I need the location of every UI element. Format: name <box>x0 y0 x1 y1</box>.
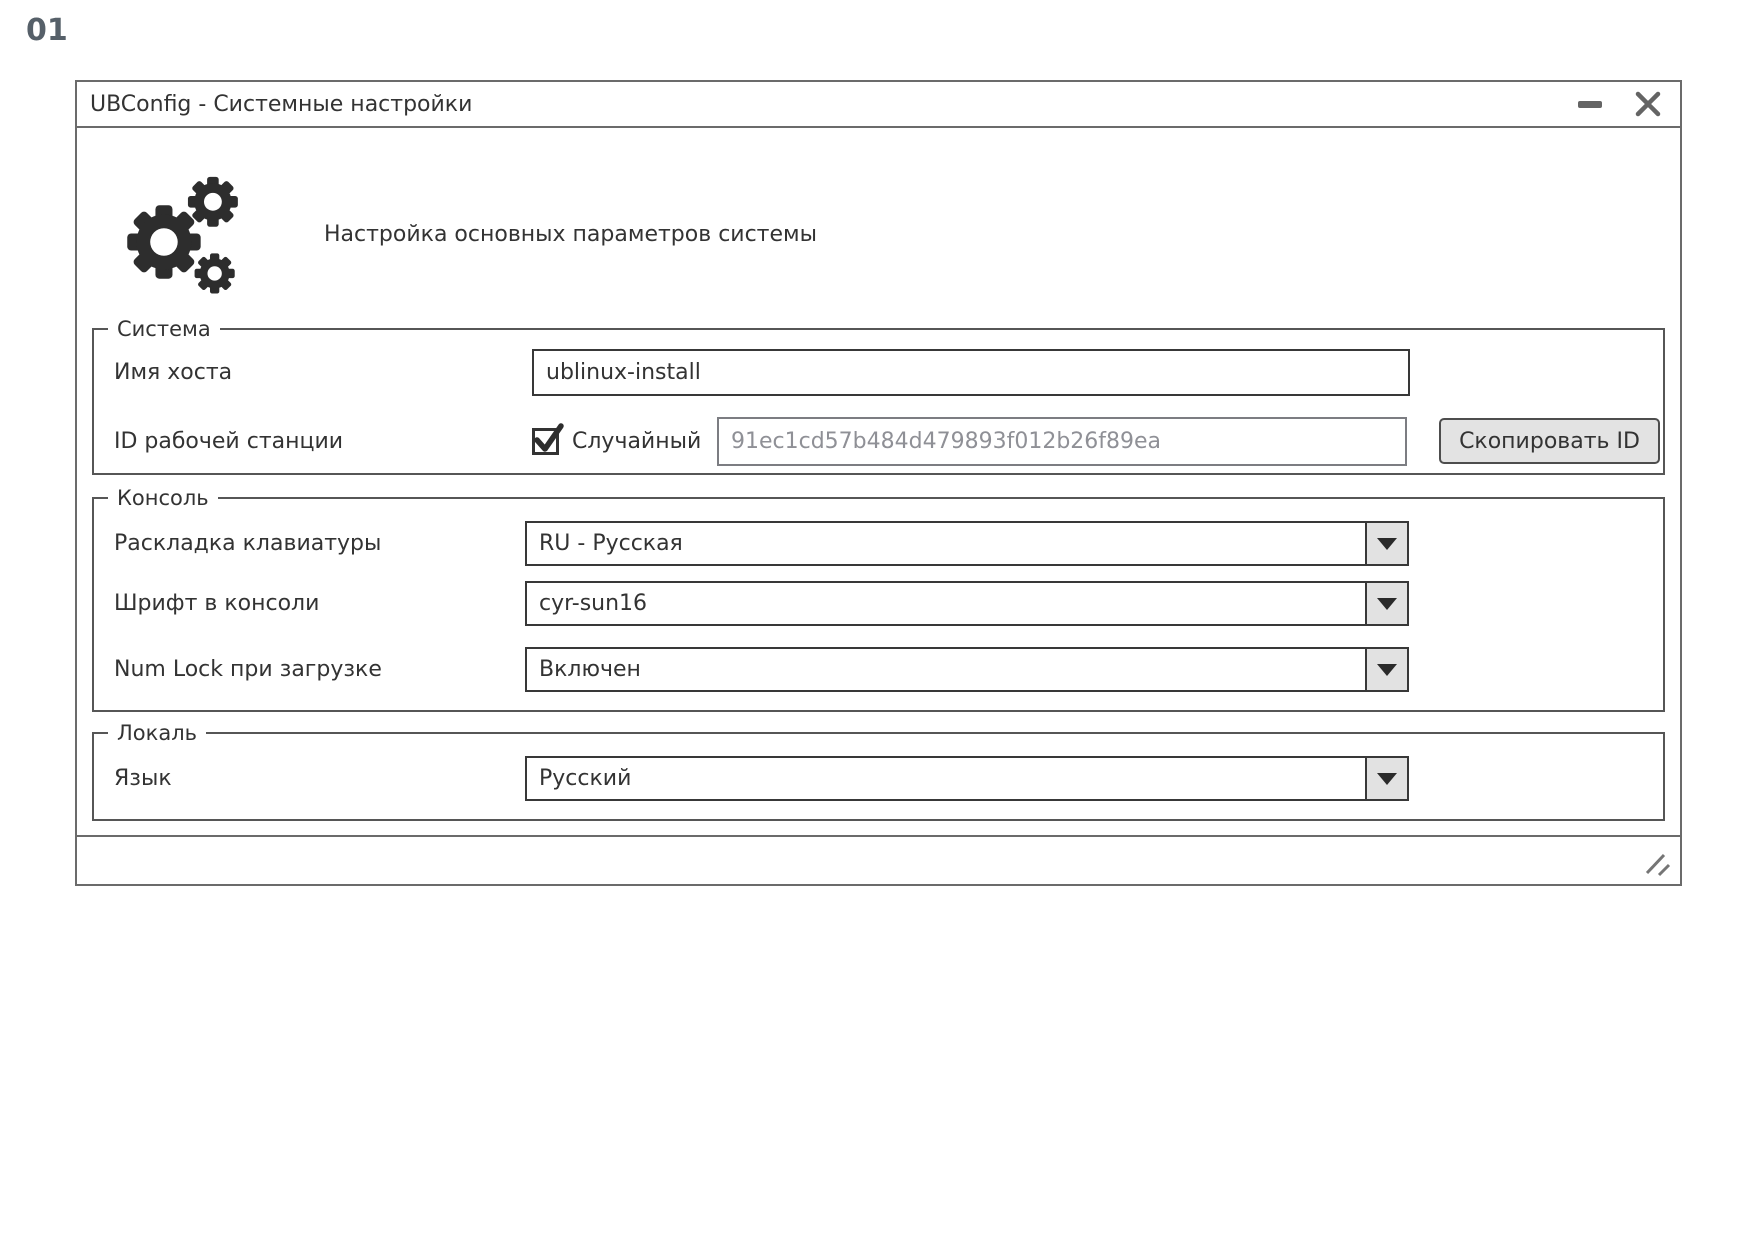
language-value: Русский <box>539 766 632 791</box>
ubconfig-window <box>75 80 1682 886</box>
hostname-label: Имя хоста <box>114 360 233 385</box>
random-id-checkbox-label: Случайный <box>572 429 702 454</box>
numlock-label: Num Lock при загрузке <box>114 657 382 682</box>
titlebar <box>77 82 1680 128</box>
random-id-checkbox[interactable] <box>532 417 701 466</box>
console-font-select[interactable] <box>525 581 1409 626</box>
window-header <box>122 167 817 302</box>
keyboard-layout-select[interactable] <box>525 521 1409 566</box>
status-bar <box>77 835 1680 884</box>
language-select[interactable] <box>525 756 1409 801</box>
close-icon <box>1635 91 1661 117</box>
copy-id-button[interactable]: Скопировать ID <box>1439 418 1660 464</box>
keyboard-layout-value: RU - Русская <box>539 531 683 556</box>
window-controls <box>1576 89 1662 119</box>
numlock-select[interactable] <box>525 647 1409 692</box>
gears-icon <box>122 170 240 300</box>
header-description: Настройка основных параметров системы <box>324 222 818 247</box>
console-font-label: Шрифт в консоли <box>114 591 320 616</box>
group-console <box>92 486 1665 712</box>
resize-grip-icon[interactable] <box>1645 853 1671 877</box>
chevron-down-icon[interactable] <box>1365 649 1407 690</box>
station-id-label: ID рабочей станции <box>114 429 344 454</box>
slide-number: 01 <box>26 13 68 48</box>
close-button[interactable] <box>1634 89 1662 119</box>
window-title: UBConfig - Системные настройки <box>90 91 473 117</box>
group-system-legend: Система <box>108 315 220 343</box>
minimize-button[interactable] <box>1576 89 1604 119</box>
group-system <box>92 317 1665 475</box>
chevron-down-icon[interactable] <box>1365 583 1407 624</box>
minimize-icon <box>1578 101 1602 108</box>
language-label: Язык <box>114 766 172 791</box>
keyboard-layout-label: Раскладка клавиатуры <box>114 531 382 556</box>
chevron-down-icon[interactable] <box>1365 758 1407 799</box>
station-id-input <box>717 417 1407 466</box>
checkmark-icon <box>532 422 565 456</box>
group-locale <box>92 721 1665 821</box>
console-font-value: cyr-sun16 <box>539 591 648 616</box>
numlock-value: Включен <box>539 657 641 682</box>
chevron-down-icon[interactable] <box>1365 523 1407 564</box>
group-locale-legend: Локаль <box>108 719 206 747</box>
hostname-input[interactable] <box>532 349 1410 396</box>
group-console-legend: Консоль <box>108 484 218 512</box>
checkbox-box <box>532 428 559 455</box>
